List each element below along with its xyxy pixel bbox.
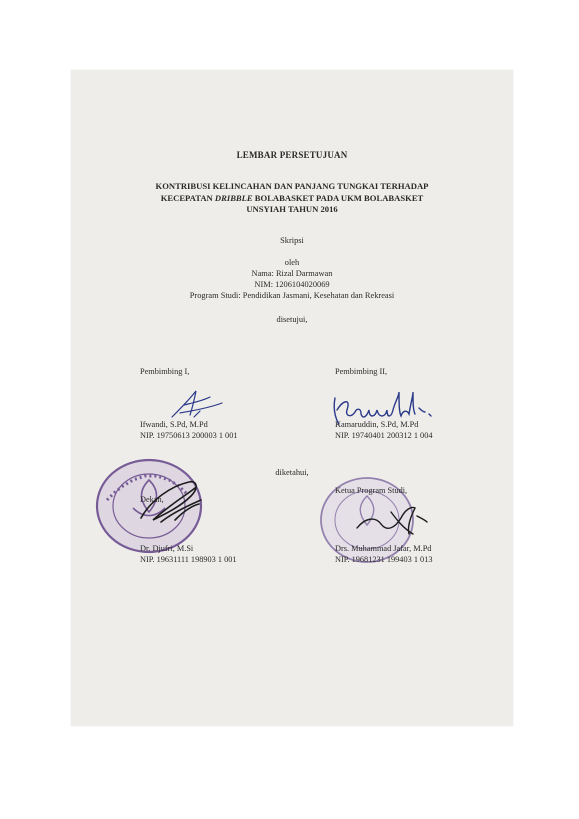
pembimbing1-name: Ifwandi, S.Pd, M.Pd <box>140 420 208 429</box>
document-heading: LEMBAR PERSETUJUAN <box>236 150 348 160</box>
title-line-3: UNSYIAH TAHUN 2016 <box>246 204 338 214</box>
approval-sheet <box>71 70 513 726</box>
author-name: Nama: Rizal Darmawan <box>251 269 333 278</box>
ketua-signature <box>351 498 431 542</box>
by-label: oleh <box>284 258 300 267</box>
known-label: diketahui, <box>275 468 309 477</box>
pembimbing1-info <box>140 420 238 441</box>
pembimbing1-role: Pembimbing I, <box>140 367 190 376</box>
pembimbing2-role: Pembimbing II, <box>335 367 388 376</box>
thesis-title <box>71 181 513 216</box>
document-type: Skripsi <box>280 236 304 245</box>
author-nim: NIM: 1206104020069 <box>254 280 330 289</box>
ketua-nip: NIP. 19681231 199403 1 013 <box>335 554 433 564</box>
title-line-2 <box>71 193 513 205</box>
dekan-signature <box>131 470 211 530</box>
title-line-2-post: BOLABASKET PADA UKM BOLABASKET <box>252 192 424 203</box>
dekan-nip: NIP. 19631111 198903 1 001 <box>140 554 237 564</box>
study-program: Program Studi: Pendidikan Jasmani, Kesehatan dan Rekreasi <box>189 291 395 300</box>
author-block <box>71 257 513 301</box>
pembimbing1-nip: NIP. 19750613 200003 1 001 <box>140 430 238 440</box>
title-line-2-italic: DRIBBLE <box>214 192 253 203</box>
title-line-1: KONTRIBUSI KELINCAHAN DAN PANJANG TUNGKAI TERHADAP <box>155 181 429 191</box>
dekan-info <box>140 544 237 565</box>
ketua-name: Drs. Muhammad Jafar, M.Pd <box>335 544 432 553</box>
ketua-role: Ketua Program Studi, <box>335 486 408 495</box>
pembimbing2-name: Kamaruddin, S.Pd, M.Pd <box>335 420 419 429</box>
approved-label: disetujui, <box>276 315 308 324</box>
pembimbing2-nip: NIP. 19740401 200312 1 004 <box>335 430 433 440</box>
pembimbing1-signature <box>166 383 226 423</box>
ketua-info <box>335 544 433 565</box>
title-line-2-pre: KECEPATAN <box>160 192 215 203</box>
pembimbing2-info <box>335 420 433 441</box>
dekan-role: Dekan, <box>140 495 164 504</box>
dekan-name: Dr. Djufri, M.Si <box>140 544 194 553</box>
